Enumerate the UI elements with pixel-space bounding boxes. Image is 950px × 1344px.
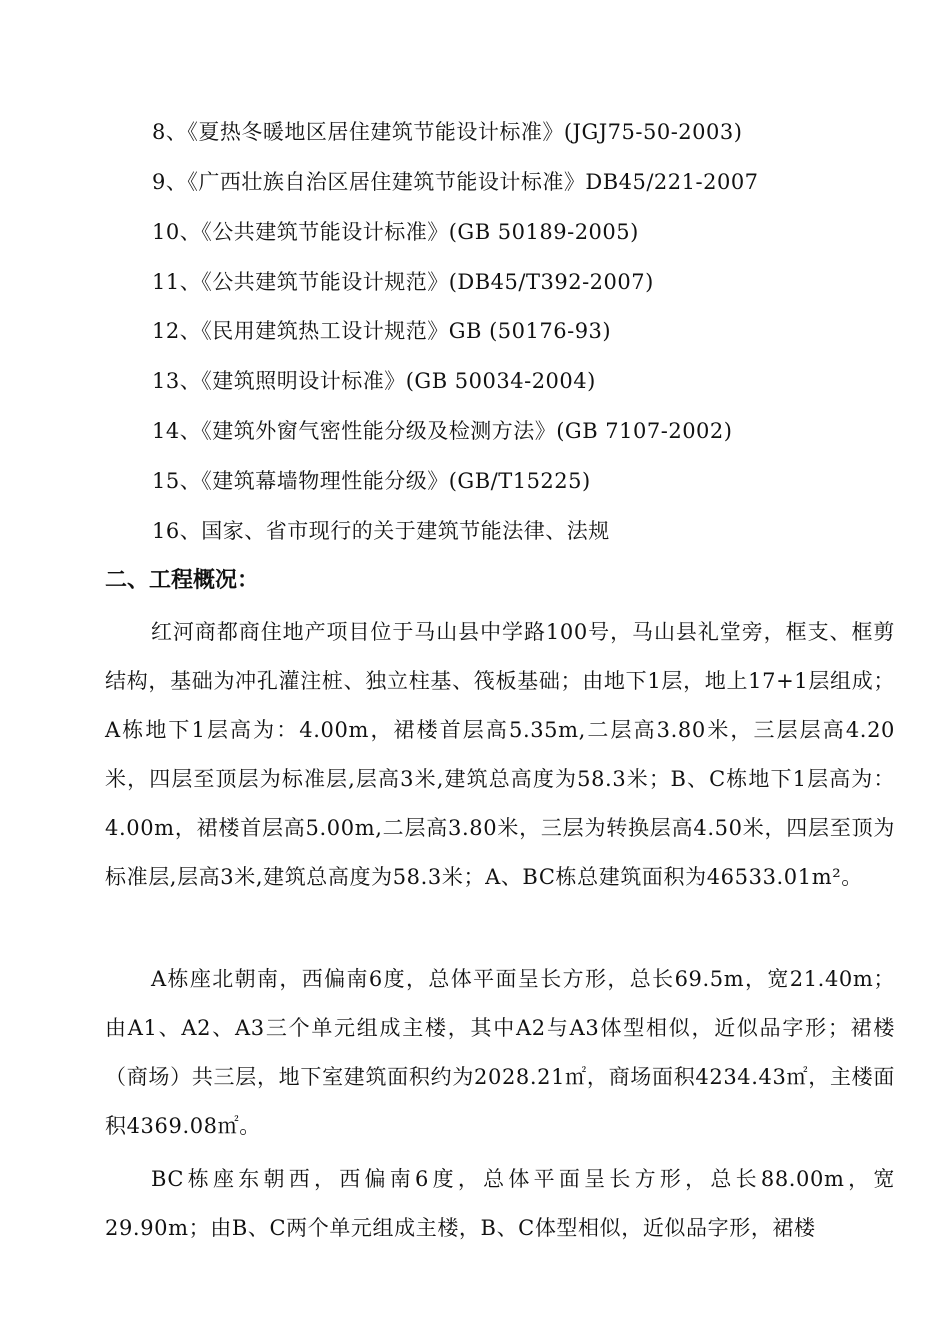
reference-item-12: 12、《民用建筑热工设计规范》GB (50176-93) — [152, 319, 612, 343]
reference-item-16: 16、国家、省市现行的关于建筑节能法律、法规 — [152, 519, 610, 543]
reference-item-11: 11、《公共建筑节能设计规范》(DB45/T392-2007) — [152, 270, 654, 294]
reference-item-15: 15、《建筑幕墙物理性能分级》(GB/T15225) — [152, 469, 591, 493]
reference-item-8: 8、《夏热冬暖地区居住建筑节能设计标准》(JGJ75-50-2003) — [152, 120, 743, 144]
section-heading: 二、工程概况： — [105, 568, 260, 593]
paragraph-building-a: A栋座北朝南，西偏南6度，总体平面呈长方形，总长69.5m，宽21.40m；由A1、A2、A3三个单元组成主楼，其中A2与A3体型相似，近似品字形；裙楼（商场）共三层，地下室建筑面积约为2028.21㎡，商场面积4234.43㎡，主楼面积4369.08㎡。 — [105, 967, 895, 1138]
paragraph-project-overview: 红河商都商住地产项目位于马山县中学路100号，马山县礼堂旁，框支、框剪结构，基础为冲孔灌注桩、独立柱基、筏板基础；由地下1层，地上17+1层组成；A栋地下1层高为：4.00m，裙楼首层高5.35m,二层高3.80米，三层层高4.20米，四层至顶层为标准层,层高3米,建筑总高度为58.3米；B、C栋地下1层高为：4.00m，裙楼首层高5.00m,二层高3.80米，三层为转换层高4.50米，四层至顶为标准层,层高3米,建筑总高度为58.3米；A、BC栋总建筑面积为46533.01m²。 — [105, 620, 895, 889]
reference-item-9: 9、《广西壮族自治区居住建筑节能设计标准》DB45/221-2007 — [152, 170, 759, 194]
reference-item-10: 10、《公共建筑节能设计标准》(GB 50189-2005) — [152, 220, 639, 244]
reference-item-14: 14、《建筑外窗气密性能分级及检测方法》(GB 7107-2002) — [152, 419, 733, 443]
reference-item-13: 13、《建筑照明设计标准》(GB 50034-2004) — [152, 369, 596, 393]
paragraph-building-bc: BC栋座东朝西，西偏南6度，总体平面呈长方形，总长88.00m，宽29.90m；由B、C两个单元组成主楼，B、C体型相似，近似品字形，裙楼 — [105, 1167, 895, 1240]
